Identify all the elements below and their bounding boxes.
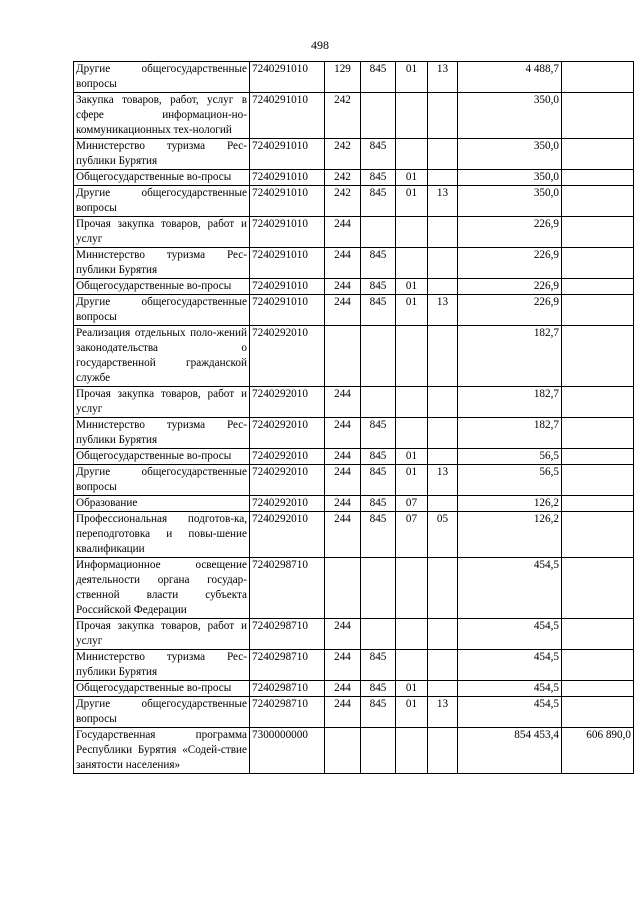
row-grbs: 845: [361, 170, 396, 186]
row-code: 7240298710: [250, 697, 325, 728]
row-code: 7240291010: [250, 295, 325, 326]
table-row: [74, 496, 634, 512]
row-name: Другие общегосударственные вопросы: [74, 186, 250, 217]
row-rz: 01: [396, 681, 428, 697]
row-sum2: [562, 387, 634, 418]
row-name: Прочая закупка товаров, работ и услуг: [74, 619, 250, 650]
row-code: 7240292010: [250, 496, 325, 512]
row-grbs: 845: [361, 62, 396, 93]
row-name: Другие общегосударственные вопросы: [74, 62, 250, 93]
row-rz: 01: [396, 186, 428, 217]
row-sum: 126,2: [458, 496, 562, 512]
row-grbs: [361, 93, 396, 139]
row-sum: 350,0: [458, 186, 562, 217]
row-rz: [396, 139, 428, 170]
row-name: Реализация отдельных поло-жений законодательства о государственной гражданской службе: [74, 326, 250, 387]
row-sum2: [562, 295, 634, 326]
row-code: 7240291010: [250, 217, 325, 248]
row-sum2: [562, 449, 634, 465]
row-vr: 244: [325, 697, 361, 728]
row-pr: 13: [428, 465, 458, 496]
row-sum: 454,5: [458, 681, 562, 697]
row-pr: [428, 93, 458, 139]
table-row: [74, 248, 634, 279]
row-rz: 01: [396, 697, 428, 728]
table-row: [74, 697, 634, 728]
row-pr: [428, 449, 458, 465]
table-row: [74, 465, 634, 496]
row-sum2: [562, 650, 634, 681]
row-grbs: 845: [361, 295, 396, 326]
row-sum: 226,9: [458, 248, 562, 279]
row-code: 7240291010: [250, 62, 325, 93]
row-sum: 454,5: [458, 697, 562, 728]
row-pr: [428, 619, 458, 650]
row-sum: 126,2: [458, 512, 562, 558]
row-vr: 244: [325, 619, 361, 650]
row-sum: 350,0: [458, 139, 562, 170]
budget-table: [73, 61, 634, 774]
table-row: [74, 217, 634, 248]
row-vr: 244: [325, 418, 361, 449]
row-pr: [428, 248, 458, 279]
row-vr: 244: [325, 248, 361, 279]
table-row: [74, 619, 634, 650]
table-row: [74, 728, 634, 774]
row-rz: 07: [396, 496, 428, 512]
row-name: Государственная программа Республики Бурятия «Содей-ствие занятости населения»: [74, 728, 250, 774]
row-rz: [396, 418, 428, 449]
row-name: Общегосударственные во-просы: [74, 170, 250, 186]
row-grbs: [361, 326, 396, 387]
row-rz: 01: [396, 295, 428, 326]
row-grbs: [361, 728, 396, 774]
row-code: 7240298710: [250, 558, 325, 619]
row-sum: 854 453,4: [458, 728, 562, 774]
row-rz: [396, 217, 428, 248]
row-name: Общегосударственные во-просы: [74, 449, 250, 465]
row-vr: 244: [325, 681, 361, 697]
row-pr: [428, 139, 458, 170]
row-rz: [396, 326, 428, 387]
row-grbs: 845: [361, 465, 396, 496]
row-sum2: [562, 681, 634, 697]
row-vr: 244: [325, 650, 361, 681]
table-row: [74, 279, 634, 295]
row-sum: 226,9: [458, 217, 562, 248]
row-vr: 242: [325, 139, 361, 170]
row-sum: 182,7: [458, 418, 562, 449]
row-sum2: [562, 465, 634, 496]
table-row: [74, 449, 634, 465]
row-pr: [428, 418, 458, 449]
row-pr: [428, 217, 458, 248]
row-vr: 244: [325, 387, 361, 418]
row-vr: 242: [325, 170, 361, 186]
row-rz: [396, 93, 428, 139]
table-row: [74, 387, 634, 418]
row-sum: 182,7: [458, 387, 562, 418]
row-code: 7240292010: [250, 512, 325, 558]
row-code: 7240298710: [250, 650, 325, 681]
table-row: [74, 170, 634, 186]
row-sum2: [562, 279, 634, 295]
row-code: 7240292010: [250, 465, 325, 496]
row-sum2: [562, 139, 634, 170]
row-pr: [428, 496, 458, 512]
row-sum2: 606 890,0: [562, 728, 634, 774]
row-vr: 242: [325, 186, 361, 217]
row-rz: 07: [396, 512, 428, 558]
row-name: Прочая закупка товаров, работ и услуг: [74, 387, 250, 418]
row-sum2: [562, 496, 634, 512]
row-name: Министерство туризма Рес-публики Бурятия: [74, 418, 250, 449]
row-sum2: [562, 512, 634, 558]
row-vr: 242: [325, 93, 361, 139]
row-grbs: [361, 619, 396, 650]
row-name: Министерство туризма Рес-публики Бурятия: [74, 139, 250, 170]
row-sum: 56,5: [458, 465, 562, 496]
row-code: 7240292010: [250, 387, 325, 418]
row-pr: 13: [428, 62, 458, 93]
row-pr: [428, 558, 458, 619]
row-rz: 01: [396, 449, 428, 465]
table-row: [74, 650, 634, 681]
row-rz: 01: [396, 465, 428, 496]
row-grbs: 845: [361, 186, 396, 217]
row-sum2: [562, 62, 634, 93]
row-sum: 454,5: [458, 650, 562, 681]
row-vr: [325, 558, 361, 619]
row-grbs: 845: [361, 512, 396, 558]
row-vr: 244: [325, 217, 361, 248]
row-sum2: [562, 558, 634, 619]
row-grbs: 845: [361, 650, 396, 681]
row-vr: 244: [325, 279, 361, 295]
row-name: Общегосударственные во-просы: [74, 279, 250, 295]
row-vr: 244: [325, 465, 361, 496]
row-pr: [428, 387, 458, 418]
row-code: 7300000000: [250, 728, 325, 774]
row-sum2: [562, 170, 634, 186]
row-sum: 350,0: [458, 93, 562, 139]
table-row: [74, 418, 634, 449]
table-row: [74, 512, 634, 558]
row-rz: [396, 387, 428, 418]
row-sum: 350,0: [458, 170, 562, 186]
row-pr: [428, 681, 458, 697]
row-code: 7240298710: [250, 681, 325, 697]
row-sum: 56,5: [458, 449, 562, 465]
table-row: [74, 681, 634, 697]
row-sum2: [562, 186, 634, 217]
row-pr: [428, 170, 458, 186]
row-name: Информационное освещение деятельности органа государ-ственной власти субъекта Российской Федерации: [74, 558, 250, 619]
row-grbs: 845: [361, 697, 396, 728]
row-code: 7240291010: [250, 139, 325, 170]
row-grbs: 845: [361, 449, 396, 465]
row-rz: [396, 558, 428, 619]
row-name: Закупка товаров, работ, услуг в сфере информацион-но-коммуникационных тех-нологий: [74, 93, 250, 139]
table-body: [74, 62, 634, 774]
row-pr: 13: [428, 295, 458, 326]
row-sum2: [562, 697, 634, 728]
row-code: 7240291010: [250, 248, 325, 279]
row-vr: 129: [325, 62, 361, 93]
row-code: 7240291010: [250, 93, 325, 139]
row-rz: [396, 248, 428, 279]
row-sum: 454,5: [458, 619, 562, 650]
row-code: 7240298710: [250, 619, 325, 650]
row-name: Образование: [74, 496, 250, 512]
row-name: Министерство туризма Рес-публики Бурятия: [74, 248, 250, 279]
row-grbs: [361, 387, 396, 418]
row-code: 7240292010: [250, 326, 325, 387]
row-sum2: [562, 619, 634, 650]
row-sum2: [562, 217, 634, 248]
row-code: 7240291010: [250, 186, 325, 217]
row-sum2: [562, 248, 634, 279]
row-rz: 01: [396, 170, 428, 186]
row-rz: 01: [396, 279, 428, 295]
row-grbs: 845: [361, 496, 396, 512]
row-pr: [428, 650, 458, 681]
row-pr: [428, 728, 458, 774]
row-vr: [325, 326, 361, 387]
table-row: [74, 186, 634, 217]
row-grbs: 845: [361, 279, 396, 295]
row-code: 7240292010: [250, 418, 325, 449]
row-sum: 182,7: [458, 326, 562, 387]
row-vr: 244: [325, 449, 361, 465]
row-vr: 244: [325, 496, 361, 512]
row-pr: 13: [428, 697, 458, 728]
row-vr: 244: [325, 295, 361, 326]
row-sum: 226,9: [458, 295, 562, 326]
row-grbs: [361, 558, 396, 619]
row-pr: [428, 279, 458, 295]
row-sum: 4 488,7: [458, 62, 562, 93]
row-pr: 13: [428, 186, 458, 217]
row-sum2: [562, 418, 634, 449]
row-name: Общегосударственные во-просы: [74, 681, 250, 697]
row-rz: [396, 650, 428, 681]
row-sum: 226,9: [458, 279, 562, 295]
table-row: [74, 326, 634, 387]
row-rz: [396, 728, 428, 774]
row-name: Другие общегосударственные вопросы: [74, 697, 250, 728]
row-grbs: 845: [361, 681, 396, 697]
row-code: 7240292010: [250, 449, 325, 465]
row-rz: 01: [396, 62, 428, 93]
row-vr: 244: [325, 512, 361, 558]
row-name: Другие общегосударственные вопросы: [74, 465, 250, 496]
row-rz: [396, 619, 428, 650]
row-name: Другие общегосударственные вопросы: [74, 295, 250, 326]
row-code: 7240291010: [250, 279, 325, 295]
row-sum: 454,5: [458, 558, 562, 619]
table-row: [74, 93, 634, 139]
row-name: Профессиональная подготов-ка, переподготовка и повы-шение квалификации: [74, 512, 250, 558]
row-pr: [428, 326, 458, 387]
row-name: Министерство туризма Рес-публики Бурятия: [74, 650, 250, 681]
row-name: Прочая закупка товаров, работ и услуг: [74, 217, 250, 248]
row-grbs: 845: [361, 418, 396, 449]
row-grbs: 845: [361, 139, 396, 170]
table-row: [74, 295, 634, 326]
table-row: [74, 139, 634, 170]
row-sum2: [562, 93, 634, 139]
page-number: 498: [311, 38, 329, 52]
row-pr: 05: [428, 512, 458, 558]
row-sum2: [562, 326, 634, 387]
table-row: [74, 62, 634, 93]
row-grbs: 845: [361, 248, 396, 279]
row-vr: [325, 728, 361, 774]
table-row: [74, 558, 634, 619]
row-grbs: [361, 217, 396, 248]
row-code: 7240291010: [250, 170, 325, 186]
